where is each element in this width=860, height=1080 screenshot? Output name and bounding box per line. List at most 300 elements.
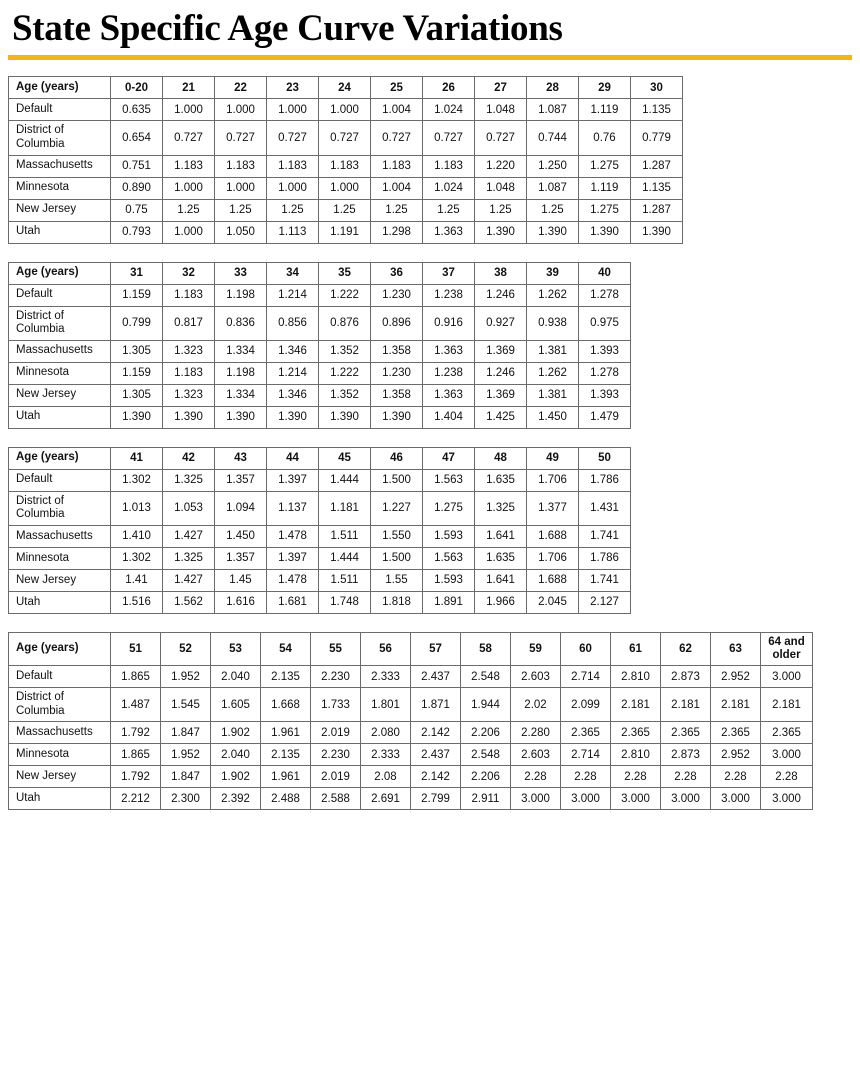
table-cell-value: 3.000 — [761, 666, 813, 688]
table-cell-value: 1.605 — [211, 688, 261, 722]
table-cell-value: 2.280 — [511, 722, 561, 744]
column-header-age: 37 — [423, 262, 475, 284]
row-header-state: Massachusetts — [9, 155, 111, 177]
table-cell-value: 1.390 — [163, 406, 215, 428]
table-cell-value: 2.365 — [561, 722, 611, 744]
row-header-state: Minnesota — [9, 744, 111, 766]
row-header-state: Default — [9, 99, 111, 121]
table-row — [9, 569, 631, 591]
table-cell-value: 1.425 — [475, 406, 527, 428]
table-cell-value: 1.352 — [319, 384, 371, 406]
table-cell-value: 2.142 — [411, 722, 461, 744]
table-cell-value: 1.363 — [423, 384, 475, 406]
table-cell-value: 1.246 — [475, 362, 527, 384]
table-cell-value: 1.278 — [579, 362, 631, 384]
table-cell-value: 1.000 — [163, 221, 215, 243]
table-cell-value: 1.381 — [527, 340, 579, 362]
table-cell-value: 1.250 — [527, 155, 579, 177]
table-header-row — [9, 632, 813, 665]
table-row — [9, 525, 631, 547]
column-header-age: 27 — [475, 77, 527, 99]
table-cell-value: 1.135 — [631, 99, 683, 121]
column-header-age: 24 — [319, 77, 371, 99]
table-cell-value: 1.865 — [111, 666, 161, 688]
table-cell-value: 2.28 — [511, 766, 561, 788]
table-cell-value: 1.390 — [371, 406, 423, 428]
row-header-state: District of Columbia — [9, 688, 111, 722]
table-cell-value: 3.000 — [561, 788, 611, 810]
table-row — [9, 666, 813, 688]
row-header-state: Minnesota — [9, 177, 111, 199]
table-cell-value: 1.323 — [163, 340, 215, 362]
table-row — [9, 384, 631, 406]
row-header-state: District of Columbia — [9, 306, 111, 340]
table-cell-value: 3.000 — [611, 788, 661, 810]
table-cell-value: 1.390 — [319, 406, 371, 428]
table-cell-value: 2.28 — [761, 766, 813, 788]
table-row — [9, 284, 631, 306]
table-cell-value: 3.000 — [511, 788, 561, 810]
table-cell-value: 1.191 — [319, 221, 371, 243]
table-cell-value: 1.113 — [267, 221, 319, 243]
table-cell-value: 1.706 — [527, 547, 579, 569]
table-cell-value: 1.545 — [161, 688, 211, 722]
column-header-age: 28 — [527, 77, 579, 99]
table-ages-51-plus — [8, 632, 813, 811]
table-cell-value: 0.927 — [475, 306, 527, 340]
table-row — [9, 688, 813, 722]
table-cell-value: 2.142 — [411, 766, 461, 788]
table-cell-value: 1.902 — [211, 722, 261, 744]
table-cell-value: 2.488 — [261, 788, 311, 810]
table-cell-value: 0.76 — [579, 121, 631, 155]
table-cell-value: 2.810 — [611, 744, 661, 766]
table-cell-value: 1.358 — [371, 384, 423, 406]
table-cell-value: 1.357 — [215, 547, 267, 569]
table-cell-value: 0.751 — [111, 155, 163, 177]
table-row — [9, 788, 813, 810]
table-row — [9, 306, 631, 340]
table-ages-0-30 — [8, 76, 683, 243]
table-cell-value: 1.137 — [267, 491, 319, 525]
table-cell-value: 0.938 — [527, 306, 579, 340]
table-cell-value: 1.902 — [211, 766, 261, 788]
table-cell-value: 0.654 — [111, 121, 163, 155]
table-row — [9, 362, 631, 384]
column-header-age: 55 — [311, 632, 361, 665]
column-header-age: 47 — [423, 447, 475, 469]
table-cell-value: 1.094 — [215, 491, 267, 525]
table-row — [9, 491, 631, 525]
table-cell-value: 1.363 — [423, 221, 475, 243]
table-cell-value: 2.603 — [511, 744, 561, 766]
row-header-state: District of Columbia — [9, 491, 111, 525]
table-cell-value: 1.369 — [475, 384, 527, 406]
table-cell-value: 1.635 — [475, 547, 527, 569]
table-cell-value: 1.641 — [475, 525, 527, 547]
table-cell-value: 1.847 — [161, 766, 211, 788]
column-header-age: 40 — [579, 262, 631, 284]
column-header-age: 21 — [163, 77, 215, 99]
table-cell-value: 1.000 — [215, 99, 267, 121]
table-cell-value: 1.183 — [215, 155, 267, 177]
table-cell-value: 2.040 — [211, 666, 261, 688]
column-header-age: 46 — [371, 447, 423, 469]
column-header-age: 57 — [411, 632, 461, 665]
column-header-age: 53 — [211, 632, 261, 665]
table-cell-value: 1.952 — [161, 666, 211, 688]
table-cell-value: 2.691 — [361, 788, 411, 810]
table-cell-value: 1.238 — [423, 284, 475, 306]
table-cell-value: 1.183 — [423, 155, 475, 177]
table-row — [9, 199, 683, 221]
table-cell-value: 2.28 — [561, 766, 611, 788]
table-cell-value: 1.410 — [111, 525, 163, 547]
table-cell-value: 0.727 — [215, 121, 267, 155]
table-cell-value: 2.548 — [461, 666, 511, 688]
row-header-state: Default — [9, 284, 111, 306]
table-cell-value: 1.000 — [163, 177, 215, 199]
column-header-age: 45 — [319, 447, 371, 469]
table-cell-value: 0.793 — [111, 221, 163, 243]
table-cell-value: 2.714 — [561, 744, 611, 766]
table-cell-value: 1.393 — [579, 340, 631, 362]
table-cell-value: 1.733 — [311, 688, 361, 722]
column-header-age: 44 — [267, 447, 319, 469]
table-cell-value: 1.363 — [423, 340, 475, 362]
table-cell-value: 1.516 — [111, 591, 163, 613]
table-cell-value: 1.278 — [579, 284, 631, 306]
table-cell-value: 1.688 — [527, 569, 579, 591]
table-cell-value: 3.000 — [661, 788, 711, 810]
column-header-age: 35 — [319, 262, 371, 284]
column-header-age: 26 — [423, 77, 475, 99]
table-cell-value: 1.688 — [527, 525, 579, 547]
table-cell-value: 2.019 — [311, 722, 361, 744]
table-row — [9, 121, 683, 155]
table-cell-value: 0.727 — [267, 121, 319, 155]
table-cell-value: 2.28 — [711, 766, 761, 788]
row-header-state: Minnesota — [9, 547, 111, 569]
table-ages-31-40 — [8, 262, 631, 429]
tables-container — [8, 76, 852, 810]
row-header-state: Minnesota — [9, 362, 111, 384]
table-cell-value: 1.198 — [215, 362, 267, 384]
table-cell-value: 1.891 — [423, 591, 475, 613]
table-row — [9, 547, 631, 569]
table-cell-value: 1.334 — [215, 340, 267, 362]
table-cell-value: 1.41 — [111, 569, 163, 591]
table-cell-value: 1.287 — [631, 199, 683, 221]
column-header-age: 22 — [215, 77, 267, 99]
table-cell-value: 0.727 — [371, 121, 423, 155]
column-header-age: 32 — [163, 262, 215, 284]
table-cell-value: 1.183 — [163, 155, 215, 177]
table-cell-value: 1.000 — [163, 99, 215, 121]
table-cell-value: 1.641 — [475, 569, 527, 591]
table-row — [9, 744, 813, 766]
table-header-row — [9, 262, 631, 284]
table-cell-value: 1.511 — [319, 569, 371, 591]
table-cell-value: 1.944 — [461, 688, 511, 722]
table-cell-value: 1.000 — [215, 177, 267, 199]
table-cell-value: 1.961 — [261, 766, 311, 788]
table-cell-value: 1.431 — [579, 491, 631, 525]
table-cell-value: 1.952 — [161, 744, 211, 766]
table-row — [9, 766, 813, 788]
table-cell-value: 0.856 — [267, 306, 319, 340]
table-cell-value: 0.727 — [423, 121, 475, 155]
table-cell-value: 1.159 — [111, 284, 163, 306]
table-cell-value: 1.478 — [267, 569, 319, 591]
table-cell-value: 2.873 — [661, 744, 711, 766]
table-cell-value: 2.714 — [561, 666, 611, 688]
table-cell-value: 2.230 — [311, 744, 361, 766]
column-header-age: 60 — [561, 632, 611, 665]
row-header-state: New Jersey — [9, 569, 111, 591]
table-cell-value: 1.500 — [371, 469, 423, 491]
column-header-age: 58 — [461, 632, 511, 665]
table-cell-value: 2.080 — [361, 722, 411, 744]
table-cell-value: 1.390 — [527, 221, 579, 243]
table-cell-value: 2.28 — [611, 766, 661, 788]
table-cell-value: 1.181 — [319, 491, 371, 525]
table-cell-value: 1.25 — [163, 199, 215, 221]
column-header-age: 39 — [527, 262, 579, 284]
table-cell-value: 0.836 — [215, 306, 267, 340]
table-cell-value: 2.333 — [361, 744, 411, 766]
table-cell-value: 1.616 — [215, 591, 267, 613]
column-header-age-label: Age (years) — [9, 632, 111, 665]
row-header-state: District of Columbia — [9, 121, 111, 155]
table-cell-value: 1.397 — [267, 547, 319, 569]
table-cell-value: 3.000 — [711, 788, 761, 810]
table-cell-value: 1.404 — [423, 406, 475, 428]
table-row — [9, 340, 631, 362]
table-row — [9, 221, 683, 243]
row-header-state: New Jersey — [9, 199, 111, 221]
table-cell-value: 1.230 — [371, 284, 423, 306]
table-cell-value: 1.818 — [371, 591, 423, 613]
table-cell-value: 0.727 — [319, 121, 371, 155]
table-cell-value: 1.275 — [579, 155, 631, 177]
row-header-state: New Jersey — [9, 766, 111, 788]
table-cell-value: 0.744 — [527, 121, 579, 155]
table-row — [9, 469, 631, 491]
table-cell-value: 1.198 — [215, 284, 267, 306]
table-cell-value: 1.004 — [371, 99, 423, 121]
page-title: State Specific Age Curve Variations — [12, 8, 563, 49]
table-row — [9, 155, 683, 177]
table-cell-value: 1.25 — [319, 199, 371, 221]
table-cell-value: 2.873 — [661, 666, 711, 688]
table-cell-value: 2.099 — [561, 688, 611, 722]
table-cell-value: 1.352 — [319, 340, 371, 362]
row-header-state: Utah — [9, 221, 111, 243]
column-header-age-label: Age (years) — [9, 262, 111, 284]
table-cell-value: 1.325 — [163, 469, 215, 491]
table-cell-value: 3.000 — [761, 788, 813, 810]
table-cell-value: 1.25 — [475, 199, 527, 221]
column-header-age: 38 — [475, 262, 527, 284]
table-cell-value: 1.444 — [319, 547, 371, 569]
column-header-age: 50 — [579, 447, 631, 469]
table-cell-value: 0.817 — [163, 306, 215, 340]
table-cell-value: 2.333 — [361, 666, 411, 688]
column-header-age: 30 — [631, 77, 683, 99]
table-cell-value: 2.603 — [511, 666, 561, 688]
table-cell-value: 1.302 — [111, 469, 163, 491]
table-cell-value: 1.053 — [163, 491, 215, 525]
table-cell-value: 1.325 — [163, 547, 215, 569]
table-cell-value: 2.548 — [461, 744, 511, 766]
table-cell-value: 1.024 — [423, 177, 475, 199]
column-header-age: 54 — [261, 632, 311, 665]
table-cell-value: 1.479 — [579, 406, 631, 428]
table-cell-value: 1.246 — [475, 284, 527, 306]
table-cell-value: 1.183 — [163, 362, 215, 384]
table-cell-value: 2.135 — [261, 666, 311, 688]
table-cell-value: 1.668 — [261, 688, 311, 722]
table-cell-value: 1.847 — [161, 722, 211, 744]
table-cell-value: 0.75 — [111, 199, 163, 221]
column-header-age: 48 — [475, 447, 527, 469]
table-cell-value: 1.786 — [579, 469, 631, 491]
table-cell-value: 2.588 — [311, 788, 361, 810]
table-cell-value: 2.810 — [611, 666, 661, 688]
table-cell-value: 1.966 — [475, 591, 527, 613]
table-cell-value: 1.801 — [361, 688, 411, 722]
column-header-age: 36 — [371, 262, 423, 284]
row-header-state: New Jersey — [9, 384, 111, 406]
table-cell-value: 1.25 — [371, 199, 423, 221]
table-cell-value: 1.593 — [423, 525, 475, 547]
table-cell-value: 1.706 — [527, 469, 579, 491]
table-cell-value: 0.779 — [631, 121, 683, 155]
table-cell-value: 2.08 — [361, 766, 411, 788]
table-cell-value: 0.727 — [163, 121, 215, 155]
column-header-age: 64 and older — [761, 632, 813, 665]
table-cell-value: 1.25 — [215, 199, 267, 221]
table-cell-value: 2.911 — [461, 788, 511, 810]
row-header-state: Default — [9, 666, 111, 688]
table-cell-value: 2.952 — [711, 744, 761, 766]
table-cell-value: 1.048 — [475, 99, 527, 121]
column-header-age: 42 — [163, 447, 215, 469]
table-cell-value: 2.437 — [411, 744, 461, 766]
table-row — [9, 406, 631, 428]
column-header-age: 56 — [361, 632, 411, 665]
table-cell-value: 1.135 — [631, 177, 683, 199]
table-cell-value: 2.181 — [661, 688, 711, 722]
table-cell-value: 0.896 — [371, 306, 423, 340]
table-cell-value: 1.450 — [527, 406, 579, 428]
table-cell-value: 1.214 — [267, 362, 319, 384]
table-cell-value: 2.040 — [211, 744, 261, 766]
column-header-age: 52 — [161, 632, 211, 665]
table-cell-value: 1.222 — [319, 284, 371, 306]
table-cell-value: 1.000 — [319, 99, 371, 121]
table-cell-value: 1.511 — [319, 525, 371, 547]
row-header-state: Massachusetts — [9, 340, 111, 362]
table-cell-value: 1.390 — [475, 221, 527, 243]
table-cell-value: 2.365 — [611, 722, 661, 744]
table-cell-value: 2.952 — [711, 666, 761, 688]
table-cell-value: 2.300 — [161, 788, 211, 810]
table-cell-value: 0.876 — [319, 306, 371, 340]
table-cell-value: 1.25 — [527, 199, 579, 221]
table-cell-value: 0.635 — [111, 99, 163, 121]
table-cell-value: 1.222 — [319, 362, 371, 384]
column-header-age: 62 — [661, 632, 711, 665]
column-header-age: 63 — [711, 632, 761, 665]
table-cell-value: 1.390 — [631, 221, 683, 243]
table-cell-value: 1.275 — [423, 491, 475, 525]
table-cell-value: 2.181 — [761, 688, 813, 722]
table-cell-value: 2.212 — [111, 788, 161, 810]
table-cell-value: 1.050 — [215, 221, 267, 243]
table-cell-value: 1.369 — [475, 340, 527, 362]
table-cell-value: 1.427 — [163, 569, 215, 591]
table-cell-value: 1.048 — [475, 177, 527, 199]
table-cell-value: 1.450 — [215, 525, 267, 547]
column-header-age: 23 — [267, 77, 319, 99]
row-header-state: Utah — [9, 788, 111, 810]
table-cell-value: 2.206 — [461, 766, 511, 788]
table-cell-value: 1.748 — [319, 591, 371, 613]
column-header-age: 0-20 — [111, 77, 163, 99]
table-cell-value: 1.390 — [215, 406, 267, 428]
table-cell-value: 1.220 — [475, 155, 527, 177]
table-cell-value: 1.119 — [579, 99, 631, 121]
table-cell-value: 0.727 — [475, 121, 527, 155]
table-cell-value: 1.183 — [267, 155, 319, 177]
row-header-state: Massachusetts — [9, 722, 111, 744]
column-header-age: 59 — [511, 632, 561, 665]
table-cell-value: 1.346 — [267, 384, 319, 406]
title-underline-rule — [8, 55, 852, 60]
row-header-state: Massachusetts — [9, 525, 111, 547]
table-cell-value: 1.593 — [423, 569, 475, 591]
table-cell-value: 2.365 — [761, 722, 813, 744]
table-cell-value: 1.302 — [111, 547, 163, 569]
table-cell-value: 1.227 — [371, 491, 423, 525]
table-cell-value: 1.000 — [267, 99, 319, 121]
table-cell-value: 1.25 — [423, 199, 475, 221]
table-cell-value: 1.865 — [111, 744, 161, 766]
table-cell-value: 1.792 — [111, 722, 161, 744]
column-header-age: 25 — [371, 77, 423, 99]
table-cell-value: 2.365 — [661, 722, 711, 744]
table-cell-value: 1.377 — [527, 491, 579, 525]
table-cell-value: 1.444 — [319, 469, 371, 491]
table-cell-value: 1.159 — [111, 362, 163, 384]
column-header-age: 51 — [111, 632, 161, 665]
table-row — [9, 99, 683, 121]
table-cell-value: 1.786 — [579, 547, 631, 569]
table-ages-41-50 — [8, 447, 631, 614]
table-cell-value: 2.127 — [579, 591, 631, 613]
table-cell-value: 1.346 — [267, 340, 319, 362]
table-cell-value: 1.230 — [371, 362, 423, 384]
table-cell-value: 1.275 — [579, 199, 631, 221]
table-cell-value: 1.741 — [579, 569, 631, 591]
table-cell-value: 1.305 — [111, 340, 163, 362]
column-header-age: 43 — [215, 447, 267, 469]
table-cell-value: 1.183 — [163, 284, 215, 306]
table-cell-value: 1.305 — [111, 384, 163, 406]
table-cell-value: 1.357 — [215, 469, 267, 491]
